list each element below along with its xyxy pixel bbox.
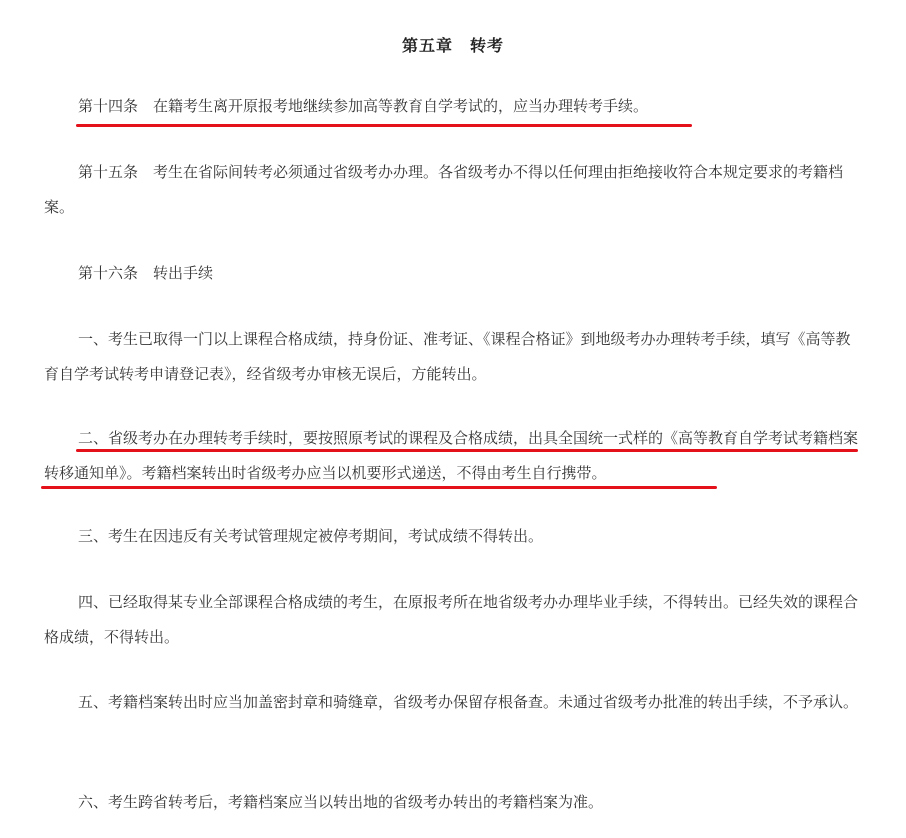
article-16-item-5: 五、考籍档案转出时应当加盖密封章和骑缝章，省级考办保留存根备查。未通过省级考办批准的转出手续，不予承认。 [78, 693, 859, 711]
article-16-item-2: 二、省级考办在办理转考手续时，要按照原考试的课程及合格成绩，出具全国统一式样的《高等教育自学考试考籍档案转移通知单》。考籍档案转出时省级考办应当以机要形式递送，不得由考生自行携带。 [44, 429, 859, 482]
article-16-item-4: 四、已经取得某专业全部课程合格成绩的考生，在原报考所在地省级考办办理毕业手续，不得转出。已经失效的课程合格成绩，不得转出。 [44, 593, 859, 646]
article-16-heading: 第十六条 转出手续 [78, 264, 214, 282]
highlight-underline-item-2-line-1 [76, 449, 858, 452]
highlight-underline-article-14 [76, 124, 692, 127]
article-16-item-3: 三、考生在因违反有关考试管理规定被停考期间，考试成绩不得转出。 [78, 527, 544, 545]
highlight-underline-item-2-line-2 [41, 486, 717, 489]
article-16-item-6: 六、考生跨省转考后，考籍档案应当以转出地的省级考办转出的考籍档案为准。 [78, 793, 604, 811]
chapter-title: 第五章 转考 [401, 36, 504, 55]
article-15: 第十五条 考生在省际间转考必须通过省级考办办理。各省级考办不得以任何理由拒绝接收符合本规定要求的考籍档案。 [44, 163, 844, 216]
article-14: 第十四条 在籍考生离开原报考地继续参加高等教育自学考试的，应当办理转考手续。 [78, 97, 649, 115]
article-16-item-1: 一、考生已取得一门以上课程合格成绩，持身份证、准考证、《课程合格证》到地级考办办理转考手续，填写《高等教育自学考试转考申请登记表》，经省级考办审核无误后，方能转出。 [44, 330, 851, 383]
